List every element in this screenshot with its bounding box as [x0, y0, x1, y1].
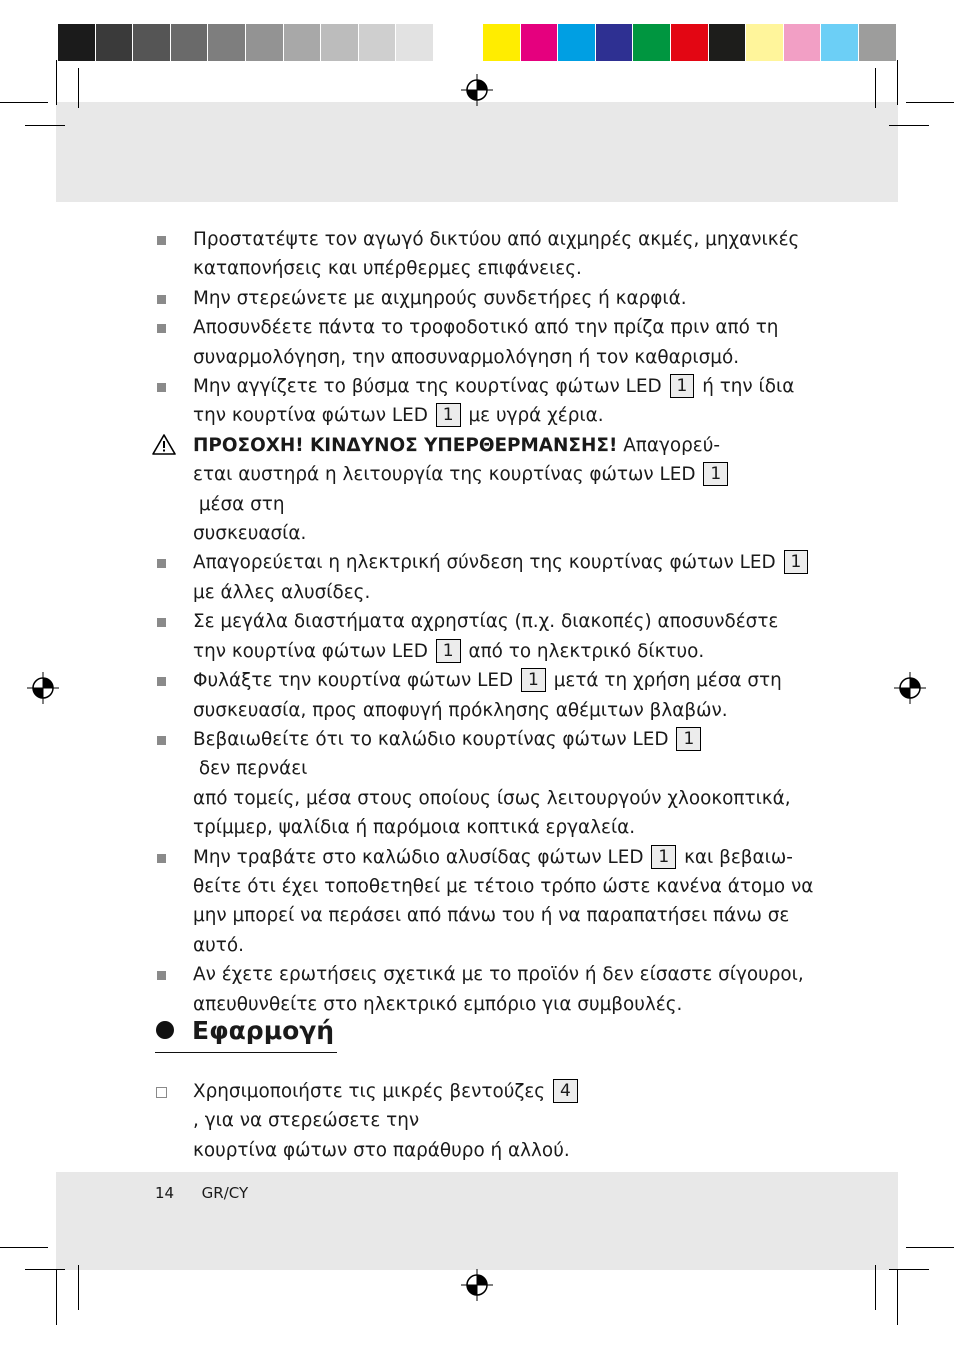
text-line [193, 725, 805, 784]
text-segment: Βεβαιωθείτε ότι το καλώδιο κουρτίνας φώτων LED [193, 728, 675, 750]
text-segment: μην μπορεί να περάσει από πάνω του ή να παραπατήσει πάνω σε [193, 905, 790, 927]
text-line [193, 843, 805, 872]
text-segment: θείτε ότι έχει τοποθετηθεί με τέτοιο τρόπο ώστε κανένα άτομο να [193, 875, 814, 897]
text-segment: με υγρά χέρια. [462, 405, 604, 427]
text-line [193, 813, 805, 842]
text-segment: από τομείς, μέσα στους οποίους ίσως λειτουργούν χλοοκοπτικά, [193, 787, 791, 809]
gray-bar-swatch [434, 24, 471, 61]
text-line [193, 372, 805, 401]
list-item [155, 666, 805, 725]
text-segment: κουρτίνα φώτων στο παράθυρο ή αλλού. [193, 1139, 570, 1161]
registration-mark-right [893, 671, 927, 705]
part-reference-badge: 4 [553, 1079, 578, 1103]
part-reference-badge: 1 [651, 845, 676, 869]
square-bullet-icon [157, 971, 166, 980]
text-line [193, 431, 805, 460]
text-line [193, 960, 805, 989]
text-line [193, 548, 805, 577]
text-line [193, 578, 805, 607]
text-segment: εται αυστηρά η λειτουργία της κουρτίνας φώτων LED [193, 464, 702, 486]
part-reference-badge: 1 [703, 462, 728, 486]
text-line [193, 225, 805, 254]
list-item [155, 284, 805, 313]
locale-code: GR/CY [201, 1184, 249, 1202]
registration-mark-left [26, 671, 60, 705]
text-segment: την κουρτίνα φώτων LED [193, 405, 434, 427]
list-item [155, 960, 805, 1019]
text-segment: Απαγορεύ- [617, 434, 720, 456]
gray-bar-swatch [359, 24, 396, 61]
text-segment: ή την ίδια [696, 376, 795, 398]
part-reference-badge: 1 [784, 550, 809, 574]
warning-triangle-icon [152, 433, 176, 455]
text-line [193, 343, 805, 372]
part-reference-badge: 1 [676, 727, 701, 751]
gray-bar-swatch [284, 24, 321, 61]
text-segment: μέσα στη [193, 493, 285, 515]
text-segment: Απαγορεύεται η ηλεκτρική σύνδεση της κουρτίνας φώτων LED [193, 552, 782, 574]
gray-bar-swatch [171, 24, 208, 61]
color-bar-swatch [784, 24, 821, 61]
text-line [193, 784, 805, 813]
square-bullet-icon [157, 677, 166, 686]
text-line [193, 1136, 805, 1165]
color-bar-swatch [746, 24, 783, 61]
text-segment: Μην στερεώνετε με αιχμηρούς συνδετήρες ή καρφιά. [193, 287, 687, 309]
text-line [193, 313, 805, 342]
text-segment: Φυλάξτε την κουρτίνα φώτων LED [193, 670, 520, 692]
square-bullet-icon [157, 236, 166, 245]
color-bar-swatch [521, 24, 558, 61]
text-segment: και βεβαιω- [678, 846, 793, 868]
text-line [193, 607, 805, 636]
text-line [193, 901, 805, 930]
gray-bar-swatch [396, 24, 433, 61]
heading-bullet-icon [156, 1021, 174, 1039]
text-segment: Αν έχετε ερωτήσεις σχετικά με το προϊόν ή δεν είσαστε σίγουροι, [193, 964, 804, 986]
gray-bar-swatch [96, 24, 133, 61]
color-bar-swatch [709, 24, 746, 61]
text-line [193, 1077, 805, 1136]
text-segment: , για να στερεώσετε την [193, 1110, 420, 1132]
gray-bar-swatch [321, 24, 358, 61]
list-item [155, 725, 805, 843]
text-line [193, 637, 805, 666]
text-segment: από το ηλεκτρικό δίκτυο. [462, 640, 705, 662]
list-item [155, 431, 805, 549]
gray-bar-swatch [133, 24, 170, 61]
text-segment: συσκευασία. [193, 523, 307, 545]
gray-bar-swatch [58, 24, 95, 61]
text-line [193, 401, 805, 430]
color-bar-swatch [596, 24, 633, 61]
list-item [155, 225, 805, 284]
text-segment: Αποσυνδέετε πάντα το τροφοδοτικό από την πρίζα πριν από τη [193, 317, 779, 339]
text-segment: μετά τη χρήση μέσα στη [547, 670, 782, 692]
list-item [155, 548, 805, 607]
square-bullet-icon [157, 736, 166, 745]
text-segment: απευθυνθείτε στο ηλεκτρικό εμπόριο για συμβουλές. [193, 993, 683, 1015]
color-bar-swatch [671, 24, 708, 61]
application-instructions-list [155, 1077, 805, 1165]
text-segment: Μην τραβάτε στο καλώδιο αλυσίδας φώτων LED [193, 846, 650, 868]
text-segment: Χρησιμοποιήστε τις μικρές βεντούζες [193, 1081, 551, 1102]
text-line [193, 254, 805, 283]
square-bullet-icon [157, 854, 166, 863]
list-item [155, 1077, 805, 1165]
registration-mark-bottom [460, 1268, 494, 1302]
text-segment: συναρμολόγηση, την αποσυναρμολόγηση ή τον καθαρισμό. [193, 346, 740, 368]
safety-instructions-list [155, 225, 814, 1019]
text-segment: Προστατέψτε τον αγωγό δικτύου από αιχμηρές ακμές, μηχανικές [193, 229, 800, 250]
text-segment: με άλλες αλυσίδες. [193, 581, 371, 603]
part-reference-badge: 1 [670, 374, 695, 398]
text-segment: συσκευασία, προς αποφυγή πρόκλησης αθέμιτων βλαβών. [193, 699, 728, 721]
list-item [155, 607, 805, 666]
square-bullet-icon [157, 618, 166, 627]
color-bar-swatch [821, 24, 858, 61]
color-bar-swatch [483, 24, 520, 61]
square-bullet-icon [157, 295, 166, 304]
list-item [155, 843, 814, 961]
section-heading [155, 1012, 337, 1053]
square-bullet-icon [157, 324, 166, 333]
gray-bar-swatch [208, 24, 245, 61]
color-bar-swatch [859, 24, 896, 61]
color-bar-swatch [558, 24, 595, 61]
section-heading-text: Εφαρμογή [192, 1016, 335, 1045]
text-segment: Μην αγγίζετε το βύσμα της κουρτίνας φώτων LED [193, 376, 668, 398]
gray-bar-swatch [246, 24, 283, 61]
text-segment: αυτό. [193, 934, 244, 956]
square-bullet-icon [157, 559, 166, 568]
text-segment: τρίμμερ, ψαλίδια ή παρόμοια κοπτικά εργαλεία. [193, 817, 636, 839]
text-line [193, 931, 805, 960]
part-reference-badge: 1 [436, 639, 461, 663]
text-segment: την κουρτίνα φώτων LED [193, 640, 434, 662]
registration-mark-top [460, 73, 494, 107]
text-line [193, 666, 805, 695]
checkbox-bullet-icon [156, 1087, 167, 1098]
list-item [155, 372, 805, 431]
part-reference-badge: 1 [436, 403, 461, 427]
text-line [193, 872, 814, 901]
text-line [193, 460, 805, 519]
text-line [193, 696, 805, 725]
warning-label: ΠΡΟΣΟΧΗ! ΚΙΝΔΥΝΟΣ ΥΠΕΡΘΕΡΜΑΝΣΗΣ! [193, 434, 618, 456]
part-reference-badge: 1 [521, 668, 546, 692]
text-segment: καταπονήσεις και υπέρθερμες επιφάνειες. [193, 258, 582, 280]
page-footer [155, 1184, 248, 1202]
text-line [193, 284, 805, 313]
list-item [155, 313, 805, 372]
text-segment: Σε μεγάλα διαστήματα αχρηστίας (π.χ. διακοπές) αποσυνδέστε [193, 611, 779, 633]
square-bullet-icon [157, 383, 166, 392]
text-line [193, 519, 805, 548]
top-gray-band [56, 102, 898, 202]
text-segment: δεν περνάει [193, 758, 308, 780]
page-number: 14 [155, 1184, 175, 1202]
color-bar-swatch [633, 24, 670, 61]
